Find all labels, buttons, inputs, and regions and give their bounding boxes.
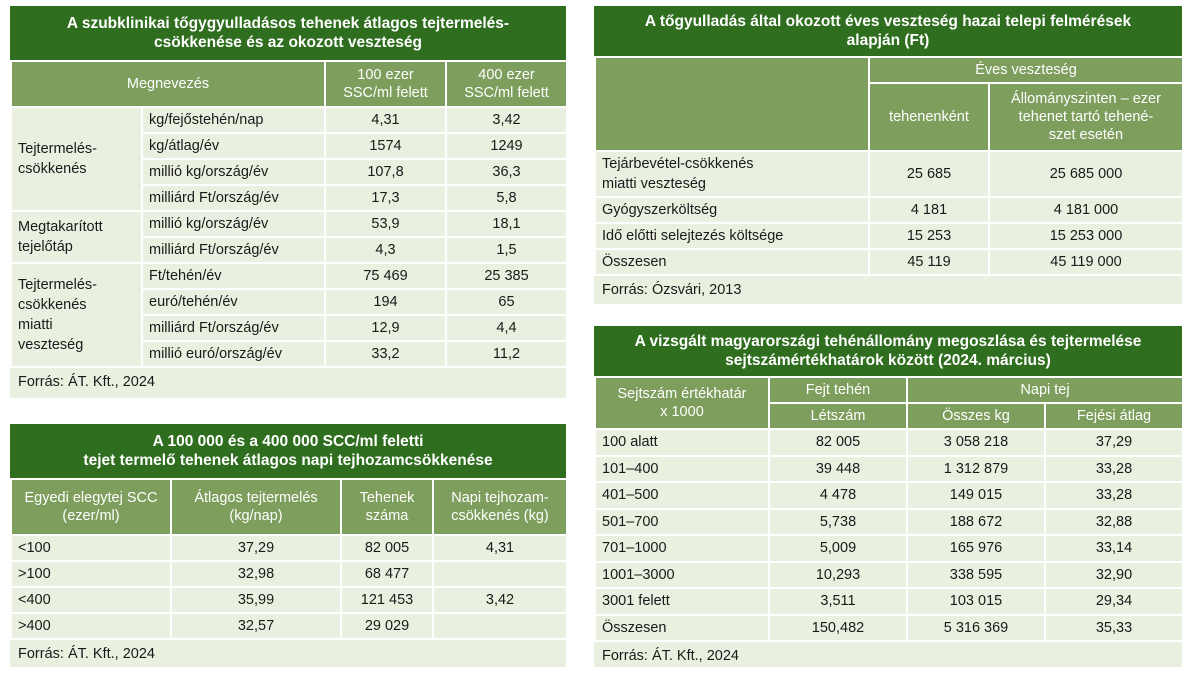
value-cell: 4,31 (325, 107, 446, 133)
table-annual-loss-panel (594, 6, 1182, 304)
header-line: 400 ezer (478, 67, 535, 83)
range-cell: Összesen (595, 615, 769, 642)
header-avg-milk (171, 479, 341, 535)
header-megnevezes: Megnevezés (11, 61, 325, 107)
row-group-label (11, 107, 142, 211)
value-cell: 194 (325, 289, 446, 315)
value-cell: 29,34 (1045, 588, 1183, 615)
value-cell: 15 253 (869, 223, 989, 249)
value-cell: 32,88 (1045, 509, 1183, 536)
table-row (11, 535, 567, 561)
header-100k (325, 61, 446, 107)
value-cell: 45 119 000 (989, 249, 1183, 275)
header-line: (ezer/ml) (62, 508, 120, 524)
header-scc (11, 479, 171, 535)
value-cell: 103 015 (907, 588, 1045, 615)
title-line: csökkenése és az okozott veszteség (154, 34, 422, 51)
range-cell: 3001 felett (595, 588, 769, 615)
value-cell: 35,33 (1045, 615, 1183, 642)
scc-cell: >400 (11, 613, 171, 639)
title-line: A tőgyulladás által okozott éves veszteség hazai telepi felmérések (644, 13, 1132, 30)
header-count: Létszám (769, 403, 907, 429)
table-milk-loss-panel (10, 6, 566, 398)
table-row (595, 151, 1183, 197)
value-cell: 5,738 (769, 509, 907, 536)
value-cell: 4 181 (869, 197, 989, 223)
table-row (11, 587, 567, 613)
unit-cell: millió kg/ország/év (142, 159, 325, 185)
table-herd-distribution-panel (594, 326, 1182, 667)
unit-cell: kg/átlag/év (142, 133, 325, 159)
label-line: veszteség (18, 337, 84, 353)
row-label: Idő előtti selejtezés költsége (595, 223, 869, 249)
table-row (595, 535, 1183, 562)
table-source: Forrás: Ózsvári, 2013 (602, 282, 742, 298)
value-cell: 36,3 (446, 159, 567, 185)
row-label (595, 151, 869, 197)
header-daily-milk: Napi tej (907, 377, 1183, 403)
header-line: csökkenés (kg) (451, 508, 549, 524)
table-row (595, 223, 1183, 249)
value-cell: 45 119 (869, 249, 989, 275)
title-line: tejet termelő tehenek átlagos napi tejhozamcsökkenése (83, 452, 493, 469)
label-line: Tejtermelés- (18, 141, 97, 157)
label-line: Tejtermelés- (18, 277, 97, 293)
value-cell: 3,42 (446, 107, 567, 133)
table-row (595, 588, 1183, 615)
header-avg-yield: Fejési átlag (1045, 403, 1183, 429)
value-cell: 3,511 (769, 588, 907, 615)
range-cell: 1001–3000 (595, 562, 769, 589)
value-cell: 25 685 (869, 151, 989, 197)
header-line: Állományszinten – ezer (1011, 91, 1161, 107)
value-cell: 53,9 (325, 211, 446, 237)
header-total-kg: Összes kg (907, 403, 1045, 429)
value-cell: 33,28 (1045, 456, 1183, 483)
value-cell: 17,3 (325, 185, 446, 211)
unit-cell: millió kg/ország/év (142, 211, 325, 237)
milk-loss-table (10, 60, 568, 368)
table-row (595, 482, 1183, 509)
header-per-cow: tehenenként (869, 83, 989, 151)
value-cell: 1 312 879 (907, 456, 1045, 483)
table-row (11, 613, 567, 639)
header-scc-range (595, 377, 769, 429)
header-milked-cows: Fejt tehén (769, 377, 907, 403)
value-cell: 82 005 (341, 535, 433, 561)
unit-cell: kg/fejőstehén/nap (142, 107, 325, 133)
value-cell: 18,1 (446, 211, 567, 237)
header-line: Egyedi elegytej SCC (24, 490, 158, 506)
label-line: csökkenés (18, 297, 87, 313)
unit-cell: millió euró/ország/év (142, 341, 325, 367)
value-cell: 29 029 (341, 613, 433, 639)
table-source: Forrás: ÁT. Kft., 2024 (18, 646, 155, 662)
table-row (595, 429, 1183, 456)
value-cell (433, 613, 567, 639)
header-line: tehenet tartó tehené- (1018, 109, 1154, 125)
header-line: szet esetén (1048, 127, 1124, 143)
title-line: sejtszámértékhatárok között (2024. március) (725, 352, 1051, 369)
unit-cell: milliárd Ft/ország/év (142, 237, 325, 263)
value-cell: 32,98 (171, 561, 341, 587)
title-line: alapján (Ft) (846, 32, 930, 49)
table-row (11, 561, 567, 587)
table-title (594, 326, 1182, 376)
value-cell: 149 015 (907, 482, 1045, 509)
value-cell: 188 672 (907, 509, 1045, 536)
value-cell: 25 685 000 (989, 151, 1183, 197)
header-line: száma (365, 508, 409, 524)
value-cell: 3 058 218 (907, 429, 1045, 456)
value-cell: 107,8 (325, 159, 446, 185)
value-cell: 4 478 (769, 482, 907, 509)
table-daily-drop-panel (10, 424, 566, 667)
value-cell: 4,31 (433, 535, 567, 561)
row-group-label (11, 211, 142, 263)
value-cell: 5 316 369 (907, 615, 1045, 642)
value-cell: 4,4 (446, 315, 567, 341)
value-cell: 75 469 (325, 263, 446, 289)
value-cell: 37,29 (171, 535, 341, 561)
header-400k (446, 61, 567, 107)
header-line: 100 ezer (357, 67, 414, 83)
table-row (595, 456, 1183, 483)
row-label: Összesen (595, 249, 869, 275)
unit-cell: milliárd Ft/ország/év (142, 185, 325, 211)
table-row (595, 197, 1183, 223)
value-cell: 150,482 (769, 615, 907, 642)
value-cell: 65 (446, 289, 567, 315)
value-cell: 25 385 (446, 263, 567, 289)
value-cell: 32,57 (171, 613, 341, 639)
value-cell: 338 595 (907, 562, 1045, 589)
annual-loss-table (594, 56, 1184, 276)
title-line: A vizsgált magyarországi tehénállomány megoszlása és tejtermelése (634, 333, 1142, 350)
value-cell: 12,9 (325, 315, 446, 341)
header-line: Tehenek (359, 490, 415, 506)
header-daily-drop (433, 479, 567, 535)
row-group-label (11, 263, 142, 367)
range-cell: 100 alatt (595, 429, 769, 456)
header-line: x 1000 (660, 404, 704, 420)
unit-cell: euró/tehén/év (142, 289, 325, 315)
value-cell: 1249 (446, 133, 567, 159)
value-cell: 32,90 (1045, 562, 1183, 589)
value-cell: 35,99 (171, 587, 341, 613)
unit-cell: Ft/tehén/év (142, 263, 325, 289)
table-row (595, 509, 1183, 536)
label-line: Megtakarított (18, 219, 103, 235)
herd-distribution-table (594, 376, 1184, 642)
table-title (594, 6, 1182, 56)
title-line: A szubklinikai tőgygyulladásos tehenek átlagos tejtermelés- (66, 15, 510, 32)
value-cell: 165 976 (907, 535, 1045, 562)
daily-drop-table (10, 478, 568, 640)
value-cell: 5,009 (769, 535, 907, 562)
value-cell: 11,2 (446, 341, 567, 367)
scc-cell: >100 (11, 561, 171, 587)
label-line: miatti (18, 317, 53, 333)
row-label: Gyógyszerköltség (595, 197, 869, 223)
value-cell (433, 561, 567, 587)
label-line: miatti veszteség (602, 176, 706, 192)
value-cell: 10,293 (769, 562, 907, 589)
table-row (595, 249, 1183, 275)
value-cell: 33,14 (1045, 535, 1183, 562)
range-cell: 401–500 (595, 482, 769, 509)
title-line: A 100 000 és a 400 000 SCC/ml feletti (152, 433, 424, 450)
range-cell: 701–1000 (595, 535, 769, 562)
value-cell: 33,28 (1045, 482, 1183, 509)
header-herd-level (989, 83, 1183, 151)
value-cell: 121 453 (341, 587, 433, 613)
value-cell: 4 181 000 (989, 197, 1183, 223)
table-title (10, 6, 566, 60)
scc-cell: <100 (11, 535, 171, 561)
value-cell: 1574 (325, 133, 446, 159)
header-line: SSC/ml felett (343, 85, 428, 101)
header-annual-loss: Éves veszteség (869, 57, 1183, 83)
value-cell: 68 477 (341, 561, 433, 587)
header-blank (595, 57, 869, 151)
range-cell: 501–700 (595, 509, 769, 536)
unit-cell: milliárd Ft/ország/év (142, 315, 325, 341)
label-line: csökkenés (18, 161, 87, 177)
header-cow-count (341, 479, 433, 535)
value-cell: 37,29 (1045, 429, 1183, 456)
header-line: Átlagos tejtermelés (194, 490, 318, 506)
table-source: Forrás: ÁT. Kft., 2024 (18, 374, 155, 390)
header-line: Napi tejhozam- (451, 490, 549, 506)
value-cell: 39 448 (769, 456, 907, 483)
value-cell: 4,3 (325, 237, 446, 263)
range-cell: 101–400 (595, 456, 769, 483)
scc-cell: <400 (11, 587, 171, 613)
header-line: SSC/ml felett (464, 85, 549, 101)
value-cell: 15 253 000 (989, 223, 1183, 249)
value-cell: 5,8 (446, 185, 567, 211)
header-line: Sejtszám értékhatár (617, 386, 747, 402)
header-line: (kg/nap) (229, 508, 283, 524)
value-cell: 3,42 (433, 587, 567, 613)
value-cell: 33,2 (325, 341, 446, 367)
value-cell: 1,5 (446, 237, 567, 263)
table-row (595, 562, 1183, 589)
value-cell: 82 005 (769, 429, 907, 456)
table-source: Forrás: ÁT. Kft., 2024 (602, 648, 739, 664)
table-row (595, 615, 1183, 642)
label-line: tejelőtáp (18, 239, 73, 255)
table-title (10, 424, 566, 478)
label-line: Tejárbevétel-csökkenés (602, 156, 754, 172)
